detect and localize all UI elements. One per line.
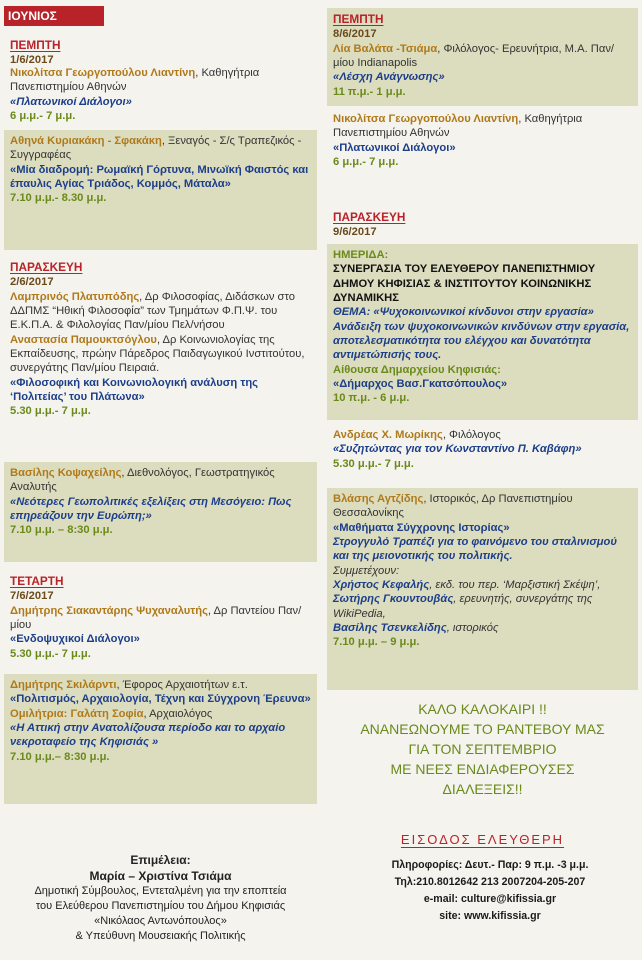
date-label: 7/6/2017 bbox=[10, 590, 54, 603]
event-title: «Φιλοσοφική και Κοινωνιολογική ανάλυση της ‘Πολιτείας’ του Πλάτωνα» bbox=[10, 376, 258, 403]
speaker-role: , Καθηγήτρια Πανεπιστημίου Αθηνών bbox=[333, 113, 583, 140]
conference-label: ΗΜΕΡΙΔΑ: bbox=[333, 249, 389, 261]
info-phone: Τηλ:210.8012642 213 2007204-205-207 bbox=[394, 875, 586, 888]
info-hours: Πληροφορίες: Δευτ.- Παρ: 9 π.μ. -3 μ.μ. bbox=[391, 859, 589, 871]
credits-line: «Νικόλαος Αντωνόπουλος» bbox=[94, 915, 227, 928]
roundtable-text: Στρογγυλό Τραπέζι για το φαινόμενο του σταλινισμού και της μειονοτικής του πολιτικής. bbox=[333, 535, 618, 563]
event-block bbox=[4, 462, 317, 562]
summer-line: ΚΑΛΟ ΚΑΛΟΚΑΙΡΙ !! bbox=[418, 701, 547, 717]
event-block bbox=[4, 130, 317, 250]
speaker-role: , Δρ Κοινωνιολογίας της Εκπαίδευσης, πρώην Πάρεδρος Παιδαγωγικού Ινστιτούτου, συνεργάτης Παν/μίου Πειραιά. bbox=[10, 333, 305, 375]
speaker-role: , Φιλόλογος bbox=[442, 429, 501, 441]
event-time: 11 π.μ.- 1 μ.μ. bbox=[333, 85, 406, 98]
day-label: ΠΕΜΠΤΗ bbox=[333, 12, 384, 26]
conference-title: ΣΥΝΕΡΓΑΣΙΑ ΤΟΥ ΕΛΕΥΘΕΡΟΥ ΠΑΝΕΠΙΣΤΗΜΙΟΥ ΔΗΜΟΥ ΚΗΦΙΣΙΑΣ & ΙΝΣΤΙΤΟΥΤΟΥ ΚΟΙΝΩΝΙΚΗΣ ΔΥΝΑΜΙΚΗΣ bbox=[333, 263, 596, 304]
event-title: «Μαθήματα Σύγχρονης Ιστορίας» bbox=[333, 521, 510, 534]
event-block bbox=[4, 674, 317, 804]
credits-line: του Ελεύθερου Πανεπιστημίου του Δήμου Κηφισιάς bbox=[35, 900, 286, 913]
thursday-8-6-block bbox=[327, 8, 638, 106]
speaker-name: Βασίλης Κοψαχείλης bbox=[10, 467, 122, 479]
right-column bbox=[323, 0, 642, 960]
speaker-role: , Διεθνολόγος, Γεωστρατηγικός Αναλυτής bbox=[10, 467, 275, 494]
conference-subtitle: Ανάδειξη των ψυχοκοινωνικών κινδύνων στην εργασία, αποτελεσματικότητα του ελέγχου και δυνατότητα αντιμετώπισής τους. bbox=[333, 320, 630, 362]
info-site[interactable]: site: www.kifissia.gr bbox=[439, 909, 541, 922]
speaker-role: , Αρχαιολόγος bbox=[143, 707, 213, 720]
day-label: ΠΑΡΑΣΚΕΥΗ bbox=[10, 260, 83, 274]
participant-name: Χρήστος Κεφαλής bbox=[333, 578, 430, 591]
wednesday-7-6-block bbox=[4, 570, 317, 670]
date-label: 1/6/2017 bbox=[10, 54, 54, 67]
speaker-role: , Ξεναγός - Σ/ς Τραπεζικός - Συγγραφέας bbox=[10, 135, 302, 162]
participants-label: Συμμετέχουν: bbox=[333, 564, 400, 577]
event-time: 7.10 μ.μ. – 8:30 μ.μ. bbox=[10, 524, 113, 537]
conference-block bbox=[327, 244, 638, 420]
event-block bbox=[327, 108, 638, 173]
speaker-name: Αναστασία Παμουκτσόγλου bbox=[10, 333, 157, 346]
event-time: 5.30 μ.μ.- 7 μ.μ. bbox=[10, 405, 91, 418]
date-label: 8/6/2017 bbox=[333, 28, 377, 41]
speaker-name: Νικολίτσα Γεωργοπούλου Λιαντίνη bbox=[333, 113, 519, 125]
credits-name: Μαρία – Χριστίνα Τσιάμα bbox=[89, 869, 232, 884]
contact-info bbox=[360, 857, 620, 925]
speaker-role: , Δρ Παντείου Παν/μίου bbox=[10, 604, 302, 631]
event-block bbox=[4, 62, 317, 127]
speaker-name: Δημήτρης Σκιλάρντι bbox=[10, 679, 117, 691]
credits-line: & Υπεύθυνη Μουσειακής Πολιτικής bbox=[75, 929, 246, 942]
event-time: 5.30 μ.μ.- 7 μ.μ. bbox=[10, 647, 91, 660]
event-time: 7.10 μ.μ.- 8.30 μ.μ. bbox=[10, 192, 107, 205]
event-title: «Νεότερες Γεωπολιτικές εξελίξεις στη Μεσόγειο: Πως επηρεάζουν την Ευρώπη;» bbox=[10, 495, 292, 522]
event-title: «Συζητώντας για τον Κωνσταντίνο Π. Καβάφη» bbox=[333, 443, 582, 456]
summer-line: ΜΕ ΝΕΕΣ ΕΝΔΙΑΦΕΡΟΥΣΕΣ bbox=[390, 760, 575, 777]
speaker-name: Δημήτρης Σιακαντάρης Ψυχαναλυτής bbox=[10, 604, 208, 617]
event-title: «Πολιτισμός, Αρχαιολογία, Τέχνη και Σύγχρονη Έρευνα» bbox=[10, 693, 311, 706]
date-label: 2/6/2017 bbox=[10, 276, 54, 289]
speaker-name: Βλάσης Αγτζίδης bbox=[333, 493, 424, 505]
event-time: 7.10 μ.μ. – 9 μ.μ. bbox=[333, 636, 420, 649]
friday-2-6-block bbox=[4, 256, 317, 456]
event-title: «Πλατωνικοί Διάλογοι» bbox=[10, 95, 132, 108]
summer-message bbox=[323, 700, 642, 799]
participant-role: , ιστορικός bbox=[446, 621, 499, 634]
friday-9-6-block bbox=[327, 206, 638, 244]
speaker-name: Νικολίτσα Γεωργοπούλου Λιαντίνη bbox=[10, 67, 196, 79]
month-header: ΙΟΥΝΙΟΣ bbox=[4, 6, 104, 26]
event-time: 6 μ.μ.- 7 μ.μ. bbox=[10, 109, 76, 122]
speaker-role: , Δρ Φιλοσοφίας, Διδάσκων στο ΔΔΠΜΣ “Ηθική Φιλοσοφία” των Τμημάτων Φ.Π.Ψ. του Ε.Κ.Π.Α. & Φιλολογίας Παν/μίου Πελ/νήσου bbox=[10, 290, 295, 332]
conference-theme: ΘΕΜΑ: «Ψυχοκοινωνικοί κίνδυνοι στην εργασία» bbox=[333, 306, 594, 319]
day-label: ΠΕΜΠΤΗ bbox=[10, 38, 61, 52]
credits-block bbox=[0, 852, 321, 944]
credits-label: Επιμέλεια: bbox=[130, 853, 191, 867]
speaker-role: , Φιλόλογος- Ερευνήτρια, Μ.Α. Παν/μίου Indianapolis bbox=[333, 42, 615, 69]
speaker-name: Λία Βαλάτα -Τσιάμα bbox=[333, 42, 438, 55]
speaker-name: Αθηνά Κυριακάκη - Σφακάκη bbox=[10, 135, 162, 147]
day-label: ΤΕΤΑΡΤΗ bbox=[10, 574, 64, 588]
event-time: 10 π.μ. - 6 μ.μ. bbox=[333, 392, 410, 405]
event-title: «Λέσχη Ανάγνωσης» bbox=[333, 71, 445, 84]
summer-line: ΓΙΑ ΤΟΝ ΣΕΠΤΕΜΒΡΙΟ bbox=[408, 740, 557, 757]
event-title: «Η Αττική στην Ανατολίζουσα περίοδο και το αρχαίο νεκροταφείο της Κηφισιάς » bbox=[10, 721, 286, 749]
event-title: «Μία διαδρομή: Ρωμαϊκή Γόρτυνα, Μινωϊκή Φαιστός και έπαυλις Αγίας Τριάδος, Κομμός, Μάταλα» bbox=[10, 163, 309, 190]
speaker-name: Ανδρέας Χ. Μωρίκης bbox=[333, 429, 443, 441]
venue-label: Αίθουσα Δημαρχείου Κηφισιάς: bbox=[333, 363, 501, 376]
event-block bbox=[327, 424, 638, 475]
event-title: «Πλατωνικοί Διάλογοι» bbox=[333, 141, 456, 154]
event-block bbox=[327, 488, 638, 690]
summer-line: ΑΝΑΝΕΩΝΟΥΜΕ ΤΟ ΡΑΝΤΕΒΟΥ ΜΑΣ bbox=[360, 720, 605, 737]
speaker-label: Ομιλήτρια: Γαλάτη Σοφία bbox=[10, 707, 144, 720]
event-time: 6 μ.μ.- 7 μ.μ. bbox=[333, 155, 399, 168]
participant-name: Βασίλης Τσενκελίδης bbox=[333, 621, 447, 634]
speaker-role: , Έφορος Αρχαιοτήτων ε.τ. bbox=[116, 679, 248, 691]
speaker-role: , Καθηγήτρια Πανεπιστημίου Αθηνών bbox=[10, 67, 260, 94]
info-email[interactable]: e-mail: culture@kifissia.gr bbox=[423, 892, 557, 905]
speaker-name: Λαμπρινός Πλατυπόδης bbox=[10, 290, 140, 303]
summer-line: ΔΙΑΛΕΞΕΙΣ!! bbox=[442, 780, 523, 797]
participant-role: , εκδ. του περ. ‘Μαρξιστική Σκέψη’, bbox=[429, 578, 601, 591]
day-label: ΠΑΡΑΣΚΕΥΗ bbox=[333, 210, 406, 224]
participant-role: , ερευνητής, συνεργάτης της WikiPedia, bbox=[333, 593, 593, 620]
participant-name: Σωτήρης Γκουντουβάς bbox=[333, 593, 454, 606]
date-label: 9/6/2017 bbox=[333, 226, 377, 239]
speaker-role: , Ιστορικός, Δρ Πανεπιστημίου Θεσσαλονίκης bbox=[333, 493, 573, 520]
venue-name: «Δήμαρχος Βασ.Γκατσόπουλος» bbox=[333, 377, 508, 390]
event-title: «Ενδοψυχικοί Διάλογοι» bbox=[10, 633, 140, 646]
event-time: 7.10 μ.μ.– 8:30 μ.μ. bbox=[10, 750, 110, 763]
credits-line: Δημοτική Σύμβουλος, Εντεταλμένη για την εποπτεία bbox=[34, 885, 287, 898]
free-entry-label: ΕΙΣΟΔΟΣ ΕΛΕΥΘΕΡΗ bbox=[400, 832, 565, 847]
event-time: 5.30 μ.μ.- 7 μ.μ. bbox=[333, 457, 414, 470]
